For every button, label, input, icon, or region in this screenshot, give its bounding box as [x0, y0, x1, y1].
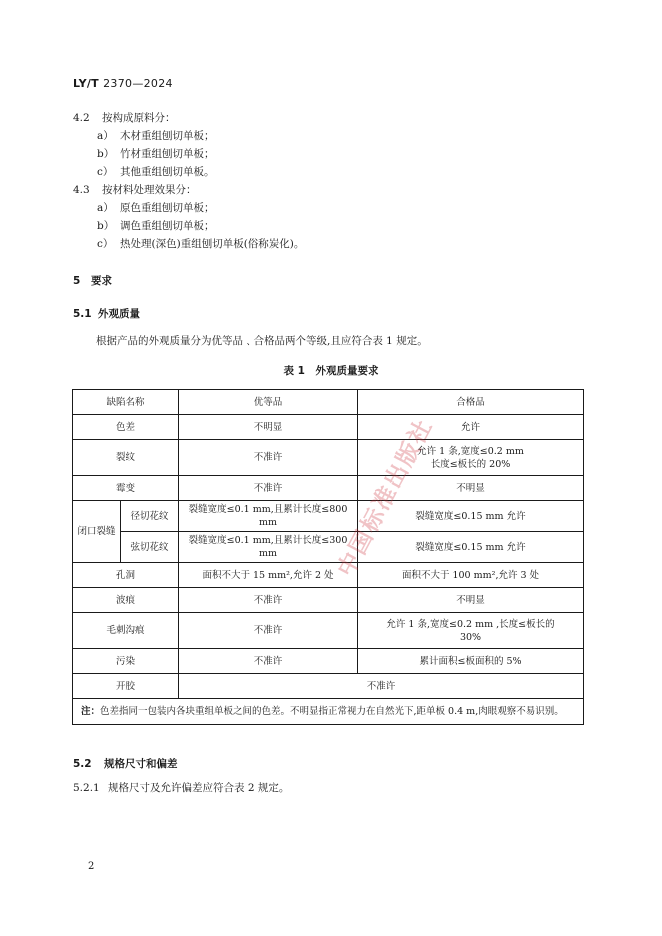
section-title: 规格尺寸和偏差: [104, 758, 178, 770]
section-title: 按构成原料分：: [102, 112, 176, 124]
publisher-watermark: 中国标准出版社: [333, 414, 439, 582]
list-text: 其他重组刨切单板。: [120, 166, 215, 178]
table-row: [73, 563, 584, 588]
superior-grade-cell: 裂缝宽度≤0.1 mm,且累计长度≤300 mm: [179, 532, 358, 563]
note-label: 注：: [81, 706, 101, 717]
list-marker: c）: [97, 166, 114, 178]
qualified-grade-cell: 允许: [358, 415, 584, 440]
section-number: 4.2: [73, 112, 90, 124]
qualified-grade-cell: [358, 613, 584, 649]
table-appearance-quality: [72, 389, 584, 725]
defect-name: 霉变: [73, 476, 179, 501]
superior-grade-cell: 不准许: [179, 588, 358, 613]
cell-line: 30%: [459, 631, 482, 643]
table-row: [73, 476, 584, 501]
qualified-grade-cell: 不明显: [358, 588, 584, 613]
table-header-row: [73, 390, 584, 415]
qualified-grade-cell: 裂缝宽度≤0.15 mm 允许: [358, 501, 584, 532]
superior-grade-cell: 不准许: [179, 649, 358, 674]
standard-code: [73, 77, 173, 90]
list-text: 热处理(深色)重组刨切单板(俗称炭化)。: [120, 238, 305, 250]
list-text: 原色重组刨切单板；: [120, 202, 215, 214]
column-header: 合格品: [358, 390, 584, 415]
table-row: [73, 649, 584, 674]
list-marker: b）: [97, 148, 115, 160]
merged-grade-cell: 不准许: [179, 674, 584, 699]
paragraph: 根据产品的外观质量分为优等品﹑合格品两个等级,且应符合表 1 规定。: [96, 335, 428, 347]
cell-line: 长度≤板长的 20%: [430, 458, 511, 470]
list-text: 竹材重组刨切单板；: [120, 148, 215, 160]
cell-line: 允许 1 条,宽度≤0.2 mm: [417, 445, 524, 457]
table-row: [73, 440, 584, 476]
qualified-grade-cell: 不明显: [358, 476, 584, 501]
section-number: 5.2: [73, 758, 92, 770]
qualified-grade-cell: 裂缝宽度≤0.15 mm 允许: [358, 532, 584, 563]
table-note: [73, 699, 584, 725]
section-text: 规格尺寸及允许偏差应符合表 2 规定。: [108, 782, 290, 794]
defect-group-name: 闭口裂缝: [73, 501, 121, 563]
defect-name: 孔洞: [73, 563, 179, 588]
section-title: 要求: [91, 275, 112, 287]
superior-grade-cell: 裂缝宽度≤0.1 mm,且累计长度≤800 mm: [179, 501, 358, 532]
defect-subname: 径切花纹: [121, 501, 179, 532]
table-row: [73, 674, 584, 699]
defect-name: 波痕: [73, 588, 179, 613]
column-header: 优等品: [179, 390, 358, 415]
superior-grade-cell: 不准许: [179, 440, 358, 476]
list-marker: a）: [97, 130, 114, 142]
defect-subname: 弦切花纹: [121, 532, 179, 563]
defect-name: 开胶: [73, 674, 179, 699]
section-number: 5: [73, 275, 81, 287]
defect-name: 色差: [73, 415, 179, 440]
superior-grade-cell: 面积不大于 15 mm²,允许 2 处: [179, 563, 358, 588]
table-note-row: [73, 699, 584, 725]
qualified-grade-cell: 面积不大于 100 mm²,允许 3 处: [358, 563, 584, 588]
defect-name: 毛刺沟痕: [73, 613, 179, 649]
cell-line: 允许 1 条,宽度≤0.2 mm ,长度≤板长的: [386, 618, 555, 630]
qualified-grade-cell: [358, 440, 584, 476]
section-number: 5.2.1: [73, 782, 100, 794]
std-number: 2370—2024: [103, 77, 173, 90]
section-number: 5.1: [73, 308, 92, 320]
qualified-grade-cell: 累计面积≤板面积的 5%: [358, 649, 584, 674]
superior-grade-cell: 不准许: [179, 476, 358, 501]
list-text: 调色重组刨切单板；: [120, 220, 215, 232]
defect-name: 污染: [73, 649, 179, 674]
section-title: 外观质量: [98, 308, 140, 320]
page-number: 2: [88, 861, 95, 872]
section-title: 按材料处理效果分：: [102, 184, 197, 196]
table-caption: 表 1 外观质量要求: [283, 365, 379, 377]
column-header: 缺陷名称: [73, 390, 179, 415]
list-marker: c）: [97, 238, 114, 250]
std-prefix: LY/T: [73, 77, 99, 90]
defect-name: 裂纹: [73, 440, 179, 476]
list-marker: b）: [97, 220, 115, 232]
table-row: [73, 613, 584, 649]
table-row: [73, 532, 584, 563]
list-marker: a）: [97, 202, 114, 214]
note-text: 色差指同一包装内各块重组单板之间的色差。不明显指正常视力在自然光下,距单板 0.4 m,肉眼观察不易识别。: [100, 706, 564, 717]
table-row: [73, 501, 584, 532]
superior-grade-cell: 不明显: [179, 415, 358, 440]
superior-grade-cell: 不准许: [179, 613, 358, 649]
section-number: 4.3: [73, 184, 90, 196]
table-row: [73, 588, 584, 613]
table-row: [73, 415, 584, 440]
list-text: 木材重组刨切单板；: [120, 130, 215, 142]
